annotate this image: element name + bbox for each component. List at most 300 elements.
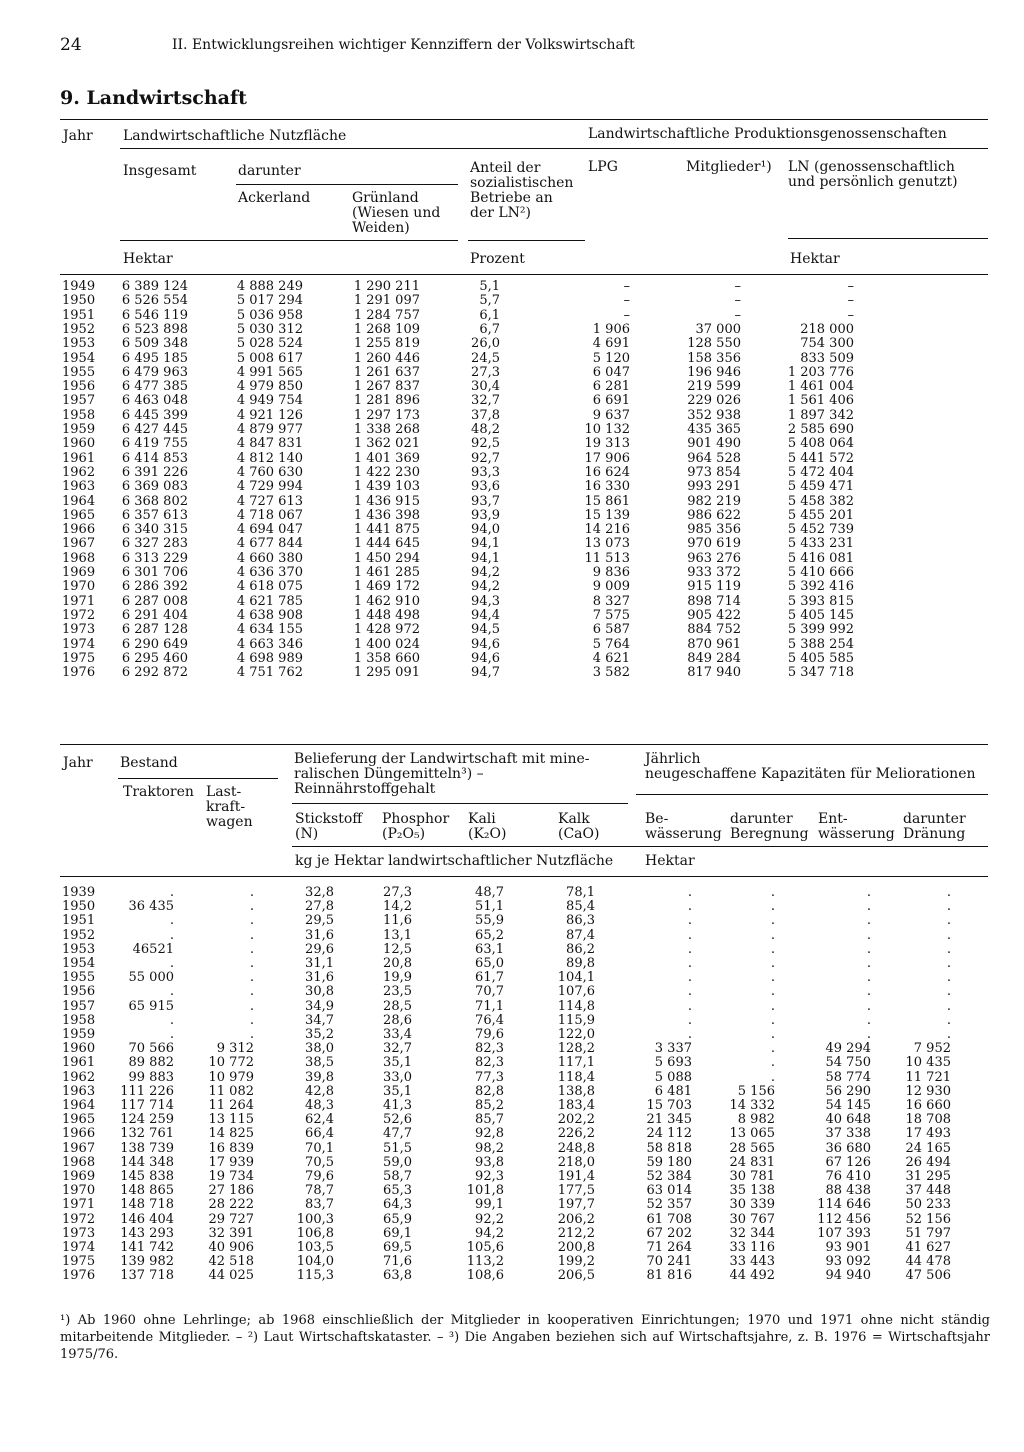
table-cell-insgesamt: 6 357 613 <box>121 507 188 523</box>
table-cell-insgesamt: 6 327 283 <box>121 536 188 552</box>
table-cell-anteil: 92,7 <box>471 450 500 466</box>
table-cell-phosphor: 51,5 <box>383 1140 412 1156</box>
table-cell-insgesamt: 6 291 404 <box>121 607 188 623</box>
table-cell-phosphor: 32,7 <box>383 1041 412 1057</box>
table-cell-lkw: . <box>249 913 254 929</box>
table-cell-stickstoff: 106,8 <box>296 1225 334 1241</box>
table-cell-insgesamt: 6 389 124 <box>121 279 188 294</box>
table-cell-traktoren: . <box>169 956 174 971</box>
table-row <box>0 1269 1024 1283</box>
table-row <box>0 337 1024 351</box>
table-cell-gruenland: 1 436 915 <box>353 493 420 509</box>
col-header-mitglieder: Mitglieder¹) <box>686 159 772 175</box>
table-cell-traktoren: 137 718 <box>120 1268 174 1284</box>
table-cell-ln: – <box>847 307 854 323</box>
table-row <box>0 595 1024 609</box>
table-cell-insgesamt: 6 427 445 <box>121 422 188 437</box>
table-cell-bewaesserung: . <box>687 927 692 943</box>
table-cell-kalk: 206,2 <box>557 1211 595 1227</box>
table-cell-ln: 5 458 382 <box>787 493 854 509</box>
table-cell-stickstoff: 31,6 <box>305 927 334 943</box>
table-cell-lkw: . <box>249 885 254 900</box>
table-cell-stickstoff: 78,7 <box>305 1183 334 1199</box>
table-cell-kalk: 89,8 <box>566 956 595 971</box>
table-cell-entwaesserung: . <box>866 941 871 957</box>
table-cell-anteil: 32,7 <box>471 393 500 409</box>
table-row <box>0 309 1024 323</box>
table-cell-lkw: 29 727 <box>208 1211 254 1227</box>
table-cell-bewaesserung: 52 384 <box>646 1169 692 1184</box>
table-cell-lkw: 44 025 <box>208 1268 254 1284</box>
table-cell-entwaesserung: 88 438 <box>825 1183 871 1199</box>
table-row <box>0 623 1024 637</box>
table-cell-mitglieder: 915 119 <box>687 579 741 595</box>
table-cell-draenung: . <box>946 899 951 915</box>
table-cell-lpg: 9 009 <box>592 579 630 595</box>
group-header-lpg: Landwirtschaftliche Produktionsgenossenschaften <box>588 126 947 142</box>
col-header-beregnung: darunter Beregnung <box>730 811 809 842</box>
table-cell-lkw: . <box>249 899 254 915</box>
table-cell-lpg: 4 621 <box>592 650 630 666</box>
table-cell-entwaesserung: . <box>866 913 871 929</box>
table-cell-kali: 92,8 <box>475 1126 504 1142</box>
table-cell-kali: 92,2 <box>475 1211 504 1227</box>
table-cell-entwaesserung: . <box>866 984 871 1000</box>
table-cell-lpg: 6 281 <box>592 379 630 395</box>
table-cell-traktoren: 117 714 <box>120 1098 174 1113</box>
table-cell-lpg: 6 047 <box>592 364 630 380</box>
table-cell-phosphor: 33,0 <box>383 1069 412 1085</box>
table-cell-stickstoff: 27,8 <box>305 899 334 915</box>
table-cell-draenung: 16 660 <box>905 1098 951 1113</box>
table-cell-jahr: 1960 <box>62 1041 96 1057</box>
table-cell-mitglieder: 905 422 <box>687 607 741 623</box>
table-row <box>0 352 1024 366</box>
table-cell-kalk: 206,5 <box>557 1268 595 1284</box>
table-cell-jahr: 1972 <box>62 607 96 623</box>
table-cell-lpg: 9 637 <box>592 407 630 423</box>
table-cell-beregnung: . <box>770 984 775 1000</box>
table-cell-jahr: 1960 <box>62 436 96 452</box>
table-cell-jahr: 1968 <box>62 1154 96 1170</box>
table-cell-anteil: 94,5 <box>471 622 500 638</box>
table-cell-anteil: 94,4 <box>471 607 500 623</box>
table-cell-mitglieder: 229 026 <box>687 393 741 409</box>
table-cell-jahr: 1953 <box>62 941 96 957</box>
table-cell-draenung: 26 494 <box>905 1154 951 1170</box>
table-cell-anteil: 94,7 <box>471 665 500 681</box>
table-row <box>0 1014 1024 1028</box>
table-cell-insgesamt: 6 509 348 <box>121 336 188 352</box>
table-cell-lkw: 17 939 <box>208 1154 254 1170</box>
table-cell-phosphor: 11,6 <box>383 913 412 929</box>
table-cell-jahr: 1976 <box>62 665 96 681</box>
table-cell-mitglieder: 435 365 <box>687 422 741 437</box>
col-header-insgesamt: Insgesamt <box>123 163 197 179</box>
table-cell-stickstoff: 62,4 <box>305 1112 334 1128</box>
table-cell-gruenland: 1 291 097 <box>353 293 420 309</box>
table-cell-anteil: 93,7 <box>471 493 500 509</box>
table-cell-ln: 5 455 201 <box>787 507 854 523</box>
table-cell-gruenland: 1 441 875 <box>353 522 420 538</box>
table-cell-ackerland: 4 663 346 <box>236 636 303 652</box>
table-cell-kali: 71,1 <box>475 998 504 1014</box>
table-cell-ln: 218 000 <box>800 321 854 337</box>
table-cell-draenung: . <box>946 984 951 1000</box>
table-cell-entwaesserung: 93 901 <box>825 1240 871 1255</box>
table-cell-entwaesserung: . <box>866 885 871 900</box>
table-row <box>0 1056 1024 1070</box>
table-cell-ln: 5 452 739 <box>787 522 854 538</box>
table-cell-phosphor: 33,4 <box>383 1027 412 1042</box>
table-cell-entwaesserung: 40 648 <box>825 1112 871 1128</box>
table-cell-jahr: 1955 <box>62 364 96 380</box>
table-cell-mitglieder: 973 854 <box>687 464 741 480</box>
group-header-belieferung: Belieferung der Landwirtschaft mit mine- ralischen Düngemitteln³) – Reinnährstoffgehalt <box>294 751 590 797</box>
table-cell-jahr: 1964 <box>62 1098 96 1113</box>
table-cell-bewaesserung: 3 337 <box>654 1041 692 1057</box>
table-cell-ackerland: 4 812 140 <box>236 450 303 466</box>
table-cell-gruenland: 1 338 268 <box>353 422 420 437</box>
table-cell-mitglieder: – <box>734 279 741 294</box>
table-cell-ackerland: 4 638 908 <box>236 607 303 623</box>
table-cell-beregnung: 44 492 <box>729 1268 775 1284</box>
table-cell-bewaesserung: . <box>687 970 692 986</box>
table-cell-ackerland: 4 979 850 <box>236 379 303 395</box>
table-row <box>0 638 1024 652</box>
table-cell-ln: 5 392 416 <box>787 579 854 595</box>
table-cell-anteil: 30,4 <box>471 379 500 395</box>
table-cell-gruenland: 1 422 230 <box>353 464 420 480</box>
table-cell-anteil: 6,7 <box>479 321 500 337</box>
table-cell-gruenland: 1 261 637 <box>353 364 420 380</box>
table-cell-lkw: . <box>249 927 254 943</box>
table-cell-kalk: 191,4 <box>557 1169 595 1184</box>
table-cell-gruenland: 1 290 211 <box>353 279 420 294</box>
col-header-ln: LN (genossenschaftlich und persönlich genutzt) <box>788 159 958 190</box>
table-row <box>0 495 1024 509</box>
table-cell-gruenland: 1 462 910 <box>353 593 420 609</box>
group-header-meliorationen: Jährlich neugeschaffene Kapazitäten für Meliorationen <box>645 751 976 782</box>
col-header-anteil: Anteil der sozialistischen Betriebe an der LN²) <box>470 160 574 221</box>
table-cell-ln: 5 416 081 <box>787 550 854 566</box>
table-cell-beregnung: 14 332 <box>729 1098 775 1113</box>
table-cell-insgesamt: 6 391 226 <box>121 464 188 480</box>
table-cell-gruenland: 1 255 819 <box>353 336 420 352</box>
table-cell-mitglieder: – <box>734 307 741 323</box>
table-cell-entwaesserung: 114 646 <box>817 1197 871 1213</box>
col-header-kalk: Kalk (CaO) <box>558 811 600 842</box>
table-cell-anteil: 5,1 <box>479 279 500 294</box>
table-row <box>0 1071 1024 1085</box>
table-cell-gruenland: 1 267 837 <box>353 379 420 395</box>
unit-hektar-ln: Hektar <box>790 251 840 267</box>
table-cell-kalk: 199,2 <box>557 1254 595 1270</box>
table-cell-mitglieder: 849 284 <box>687 650 741 666</box>
table-cell-ln: 5 405 585 <box>787 650 854 666</box>
table-cell-jahr: 1958 <box>62 407 96 423</box>
table-cell-stickstoff: 48,3 <box>305 1098 334 1113</box>
table-cell-phosphor: 58,7 <box>383 1169 412 1184</box>
table-cell-entwaesserung: 93 092 <box>825 1254 871 1270</box>
table-cell-insgesamt: 6 479 963 <box>121 364 188 380</box>
table-cell-phosphor: 12,5 <box>383 941 412 957</box>
table-cell-ackerland: 4 847 831 <box>236 436 303 452</box>
table-row <box>0 943 1024 957</box>
table-cell-lkw: . <box>249 956 254 971</box>
table-cell-beregnung: . <box>770 1012 775 1028</box>
table-row <box>0 1213 1024 1227</box>
table-cell-jahr: 1957 <box>62 393 96 409</box>
group-header-nutzflaeche: Landwirtschaftliche Nutzfläche <box>123 128 347 144</box>
section-title: 9. Landwirtschaft <box>60 87 247 109</box>
table-cell-lkw: . <box>249 970 254 986</box>
table-cell-jahr: 1971 <box>62 593 96 609</box>
table-cell-lpg: 19 313 <box>584 436 630 452</box>
table-cell-traktoren: . <box>169 927 174 943</box>
table-cell-bewaesserung: 71 264 <box>646 1240 692 1255</box>
table-cell-bewaesserung: . <box>687 984 692 1000</box>
table-cell-jahr: 1965 <box>62 1112 96 1128</box>
table-cell-draenung: . <box>946 1012 951 1028</box>
table-cell-kalk: 218,0 <box>557 1154 595 1170</box>
table-cell-insgesamt: 6 287 008 <box>121 593 188 609</box>
table-cell-beregnung: 8 982 <box>737 1112 775 1128</box>
table-cell-jahr: 1955 <box>62 970 96 986</box>
table-cell-draenung: 7 952 <box>913 1041 951 1057</box>
table-cell-stickstoff: 103,5 <box>296 1240 334 1255</box>
table-cell-draenung: 41 627 <box>905 1240 951 1255</box>
table-cell-traktoren: . <box>169 1012 174 1028</box>
table-cell-kali: 79,6 <box>475 1027 504 1042</box>
table-cell-beregnung: . <box>770 1069 775 1085</box>
table-cell-ln: 5 410 666 <box>787 565 854 580</box>
table-cell-jahr: 1969 <box>62 565 96 580</box>
table-cell-mitglieder: 196 946 <box>687 364 741 380</box>
table-cell-kalk: 107,6 <box>557 984 595 1000</box>
table-cell-kalk: 128,2 <box>557 1041 595 1057</box>
table-cell-beregnung: 30 767 <box>729 1211 775 1227</box>
table-cell-draenung: 24 165 <box>905 1140 951 1156</box>
table-cell-lpg: 10 132 <box>584 422 630 437</box>
table-cell-kalk: 212,2 <box>557 1225 595 1241</box>
table-cell-lpg: 16 624 <box>584 464 630 480</box>
table-cell-draenung: . <box>946 913 951 929</box>
table-cell-stickstoff: 38,0 <box>305 1041 334 1057</box>
table-cell-kalk: 85,4 <box>566 899 595 915</box>
table-cell-ln: 1 561 406 <box>787 393 854 409</box>
table-cell-beregnung: . <box>770 927 775 943</box>
table-cell-stickstoff: 100,3 <box>296 1211 334 1227</box>
table-row <box>0 886 1024 900</box>
table-cell-ackerland: 4 921 126 <box>236 407 303 423</box>
table-cell-gruenland: 1 362 021 <box>353 436 420 452</box>
table-cell-bewaesserung: . <box>687 899 692 915</box>
table-cell-lpg: 9 836 <box>592 565 630 580</box>
table-row <box>0 652 1024 666</box>
table-cell-ln: 5 388 254 <box>787 636 854 652</box>
table-cell-traktoren: 146 404 <box>120 1211 174 1227</box>
table-cell-insgesamt: 6 295 460 <box>121 650 188 666</box>
table-cell-traktoren: . <box>169 1027 174 1042</box>
table-cell-lpg: 5 764 <box>592 636 630 652</box>
table-cell-ackerland: 4 879 977 <box>236 422 303 437</box>
table-cell-ln: 754 300 <box>800 336 854 352</box>
table-row <box>0 1156 1024 1170</box>
table-cell-phosphor: 65,9 <box>383 1211 412 1227</box>
unit-prozent: Prozent <box>470 251 525 267</box>
table-cell-lkw: . <box>249 998 254 1014</box>
table-cell-ackerland: 4 760 630 <box>236 464 303 480</box>
table-cell-anteil: 94,0 <box>471 522 500 538</box>
col-header-gruenland: Grünland (Wiesen und Weiden) <box>352 190 441 236</box>
col-header-bewaesserung: Be- wässerung <box>645 811 722 842</box>
table-cell-jahr: 1952 <box>62 321 96 337</box>
table-row <box>0 900 1024 914</box>
table-cell-bewaesserung: 61 708 <box>646 1211 692 1227</box>
table-cell-draenung: . <box>946 927 951 943</box>
table-cell-beregnung: . <box>770 956 775 971</box>
table-cell-beregnung: . <box>770 941 775 957</box>
table-cell-stickstoff: 34,7 <box>305 1012 334 1028</box>
table-cell-mitglieder: 219 599 <box>687 379 741 395</box>
table-row <box>0 971 1024 985</box>
table-cell-anteil: 94,3 <box>471 593 500 609</box>
table-cell-anteil: 48,2 <box>471 422 500 437</box>
table-cell-jahr: 1966 <box>62 522 96 538</box>
table-cell-entwaesserung: 107 393 <box>817 1225 871 1241</box>
col-header-lpg: LPG <box>588 159 618 175</box>
table-cell-jahr: 1949 <box>62 279 96 294</box>
table-row <box>0 1198 1024 1212</box>
table-cell-ackerland: 4 888 249 <box>236 279 303 294</box>
table-row <box>0 566 1024 580</box>
table-cell-draenung: . <box>946 956 951 971</box>
table-cell-jahr: 1956 <box>62 984 96 1000</box>
table-cell-lkw: 11 082 <box>208 1083 254 1099</box>
table-cell-anteil: 6,1 <box>479 307 500 323</box>
table-cell-bewaesserung: . <box>687 956 692 971</box>
table-cell-lpg: 3 582 <box>592 665 630 681</box>
table-cell-bewaesserung: 5 088 <box>654 1069 692 1085</box>
table-cell-kali: 65,0 <box>475 956 504 971</box>
table-cell-beregnung: 24 831 <box>729 1154 775 1170</box>
running-title: II. Entwicklungsreihen wichtiger Kennziffern der Volkswirtschaft <box>172 37 635 53</box>
table-cell-gruenland: 1 448 498 <box>353 607 420 623</box>
table-cell-insgesamt: 6 495 185 <box>121 350 188 366</box>
table-cell-ln: 5 433 231 <box>787 536 854 552</box>
table-cell-jahr: 1956 <box>62 379 96 395</box>
table-cell-entwaesserung: . <box>866 998 871 1014</box>
table-cell-jahr: 1974 <box>62 1240 96 1255</box>
table-cell-gruenland: 1 401 369 <box>353 450 420 466</box>
footnotes: ¹) Ab 1960 ohne Lehrlinge; ab 1968 einschließlich der Mitglieder in kooperativen Einrichtungen; 1970 und 1971 ohne nicht ständig mitarbeitende Mitglieder. – ²) Laut Wirtschaftskataster. – ³) Die Angaben beziehen sich auf Wirtschaftsjahre, z. B. 1976 = Wirtschaftsjahr 1975/76. <box>60 1313 990 1362</box>
table-cell-bewaesserung: 70 241 <box>646 1254 692 1270</box>
table-cell-anteil: 94,1 <box>471 536 500 552</box>
table-cell-ackerland: 5 017 294 <box>236 293 303 309</box>
table-cell-kali: 85,2 <box>475 1098 504 1113</box>
table-row <box>0 609 1024 623</box>
table-cell-ln: 833 509 <box>800 350 854 366</box>
table-row <box>0 985 1024 999</box>
table-cell-kali: 63,1 <box>475 941 504 957</box>
table-row <box>0 437 1024 451</box>
table-row <box>0 280 1024 294</box>
table-cell-bewaesserung: 63 014 <box>646 1183 692 1199</box>
table-cell-stickstoff: 38,5 <box>305 1055 334 1071</box>
col-header-jahr: Jahr <box>63 128 93 144</box>
table-cell-mitglieder: 158 356 <box>687 350 741 366</box>
table-cell-kalk: 86,3 <box>566 913 595 929</box>
table-cell-entwaesserung: . <box>866 927 871 943</box>
table-cell-anteil: 94,6 <box>471 636 500 652</box>
table-cell-entwaesserung: 37 338 <box>825 1126 871 1142</box>
table-cell-mitglieder: 985 356 <box>687 522 741 538</box>
table-cell-draenung: 37 448 <box>905 1183 951 1199</box>
table-cell-traktoren: 89 882 <box>128 1055 174 1071</box>
table-cell-mitglieder: – <box>734 293 741 309</box>
table-cell-entwaesserung: 58 774 <box>825 1069 871 1085</box>
table-cell-kali: 82,3 <box>475 1041 504 1057</box>
table-row <box>0 1184 1024 1198</box>
table-cell-gruenland: 1 268 109 <box>353 321 420 337</box>
table-cell-ln: 2 585 690 <box>787 422 854 437</box>
table-cell-bewaesserung: 58 818 <box>646 1140 692 1156</box>
table-cell-ackerland: 4 634 155 <box>236 622 303 638</box>
table-cell-phosphor: 19,9 <box>383 970 412 986</box>
table-cell-traktoren: . <box>169 913 174 929</box>
table-cell-mitglieder: 37 000 <box>695 321 741 337</box>
col-header-lkw: Last- kraft- wagen <box>206 784 253 830</box>
table-cell-traktoren: 124 259 <box>120 1112 174 1128</box>
table-cell-lpg: – <box>623 279 630 294</box>
table-cell-stickstoff: 42,8 <box>305 1083 334 1099</box>
table-cell-stickstoff: 70,5 <box>305 1154 334 1170</box>
table-cell-phosphor: 69,1 <box>383 1225 412 1241</box>
table-cell-insgesamt: 6 369 083 <box>121 479 188 495</box>
table-cell-jahr: 1953 <box>62 336 96 352</box>
table-cell-stickstoff: 30,8 <box>305 984 334 1000</box>
table-cell-kali: 93,8 <box>475 1154 504 1170</box>
table-cell-draenung: 47 506 <box>905 1268 951 1284</box>
table-cell-lpg: 15 861 <box>584 493 630 509</box>
table-cell-beregnung: . <box>770 970 775 986</box>
table-cell-draenung: 44 478 <box>905 1254 951 1270</box>
table-cell-jahr: 1966 <box>62 1126 96 1142</box>
table-cell-entwaesserung: 49 294 <box>825 1041 871 1057</box>
table-cell-jahr: 1973 <box>62 1225 96 1241</box>
table-row <box>0 1028 1024 1042</box>
table-row <box>0 380 1024 394</box>
table-cell-traktoren: 46521 <box>132 941 174 957</box>
table-cell-bewaesserung: 81 816 <box>646 1268 692 1284</box>
table-cell-bewaesserung: 15 703 <box>646 1098 692 1113</box>
table-cell-traktoren: 141 742 <box>120 1240 174 1255</box>
table-cell-lkw: 28 222 <box>208 1197 254 1213</box>
table-cell-traktoren: 145 838 <box>120 1169 174 1184</box>
table-cell-jahr: 1970 <box>62 1183 96 1199</box>
table-cell-kali: 92,3 <box>475 1169 504 1184</box>
col-header-traktoren: Traktoren <box>123 784 194 800</box>
table-cell-mitglieder: 884 752 <box>687 622 741 638</box>
table-cell-gruenland: 1 461 285 <box>353 565 420 580</box>
table-cell-anteil: 26,0 <box>471 336 500 352</box>
table-cell-kali: 48,7 <box>475 885 504 900</box>
unit-hektar: Hektar <box>123 251 173 267</box>
table-cell-mitglieder: 963 276 <box>687 550 741 566</box>
table-cell-jahr: 1964 <box>62 493 96 509</box>
table-cell-jahr: 1967 <box>62 536 96 552</box>
